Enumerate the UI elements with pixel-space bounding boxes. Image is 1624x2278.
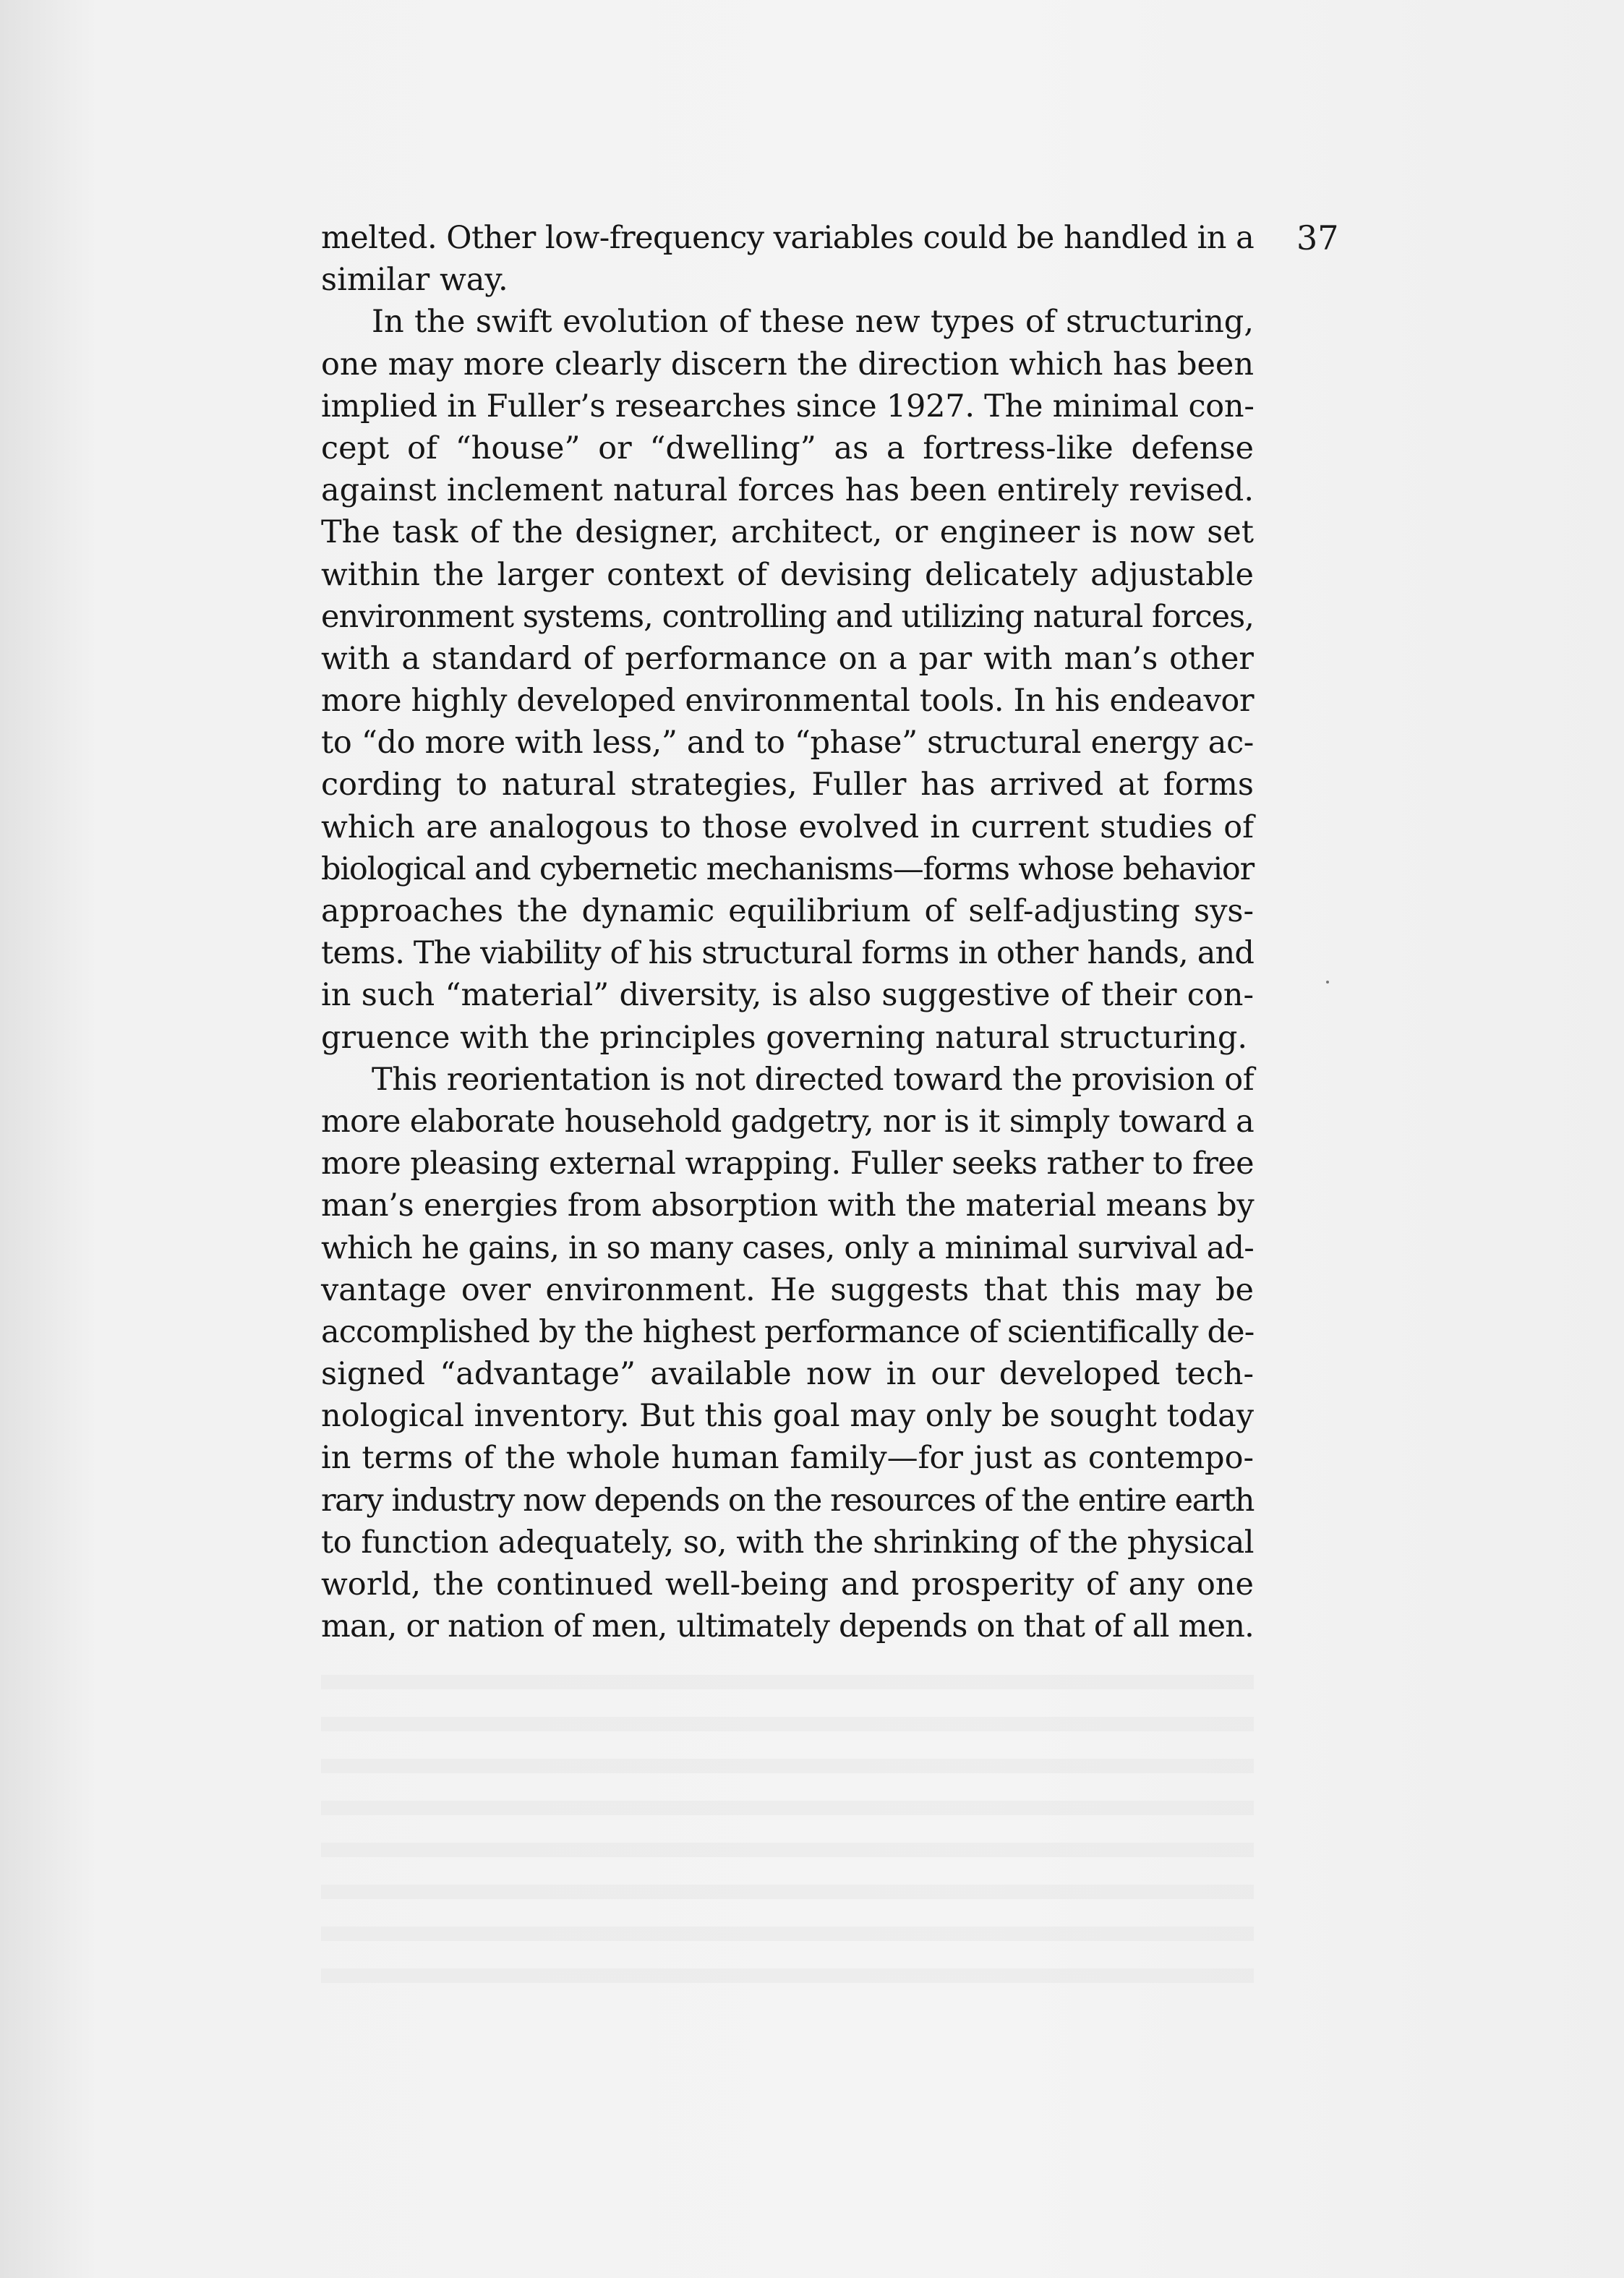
text-line: to function adequately, so, with the shrinking of the physical [321, 1524, 1255, 1561]
text-line: man, or nation of men, ultimately depends on that of all men. [321, 1608, 1254, 1645]
text-line: accomplished by the highest performance of scientifically de- [321, 1313, 1255, 1350]
paragraph [321, 1059, 1254, 1648]
text-line: environment systems, controlling and utilizing natural forces, [321, 598, 1254, 635]
paragraph [321, 217, 1254, 301]
text-line: against inclement natural forces has been entirely revised. [321, 472, 1254, 509]
text-line: vantage over environment. He suggests that this may be [321, 1271, 1254, 1308]
text-line: biological and cybernetic mechanisms—forms whose behavior [321, 850, 1254, 887]
text-line: melted. Other low-frequency variables could be handled in a [321, 220, 1255, 256]
page-number: 37 [1296, 218, 1339, 257]
paper-speck [1326, 981, 1329, 984]
text-line: more elaborate household gadgetry, nor is it simply toward a [321, 1103, 1254, 1140]
text-line: with a standard of performance on a par with man’s other [321, 640, 1254, 677]
text-line: similar way. [321, 262, 508, 299]
text-line: approaches the dynamic equilibrium of self-adjusting sys- [321, 893, 1254, 929]
text-line: tems. The viability of his structural forms in other hands, and [321, 935, 1255, 972]
body-text [321, 217, 1254, 1647]
paragraph [321, 301, 1254, 1058]
text-line: to “do more with less,” and to “phase” structural energy ac- [321, 725, 1254, 762]
text-line: gruence with the principles governing natural structuring. [321, 1019, 1248, 1056]
text-line: cording to natural strategies, Fuller has arrived at forms [321, 767, 1254, 803]
text-line: which are analogous to those evolved in current studies of [321, 809, 1254, 845]
text-line: world, the continued well-being and prosperity of any one [321, 1566, 1254, 1603]
text-line: nological inventory. But this goal may only be sought today [321, 1398, 1255, 1435]
text-line: signed “advantage” available now in our developed tech- [321, 1356, 1254, 1393]
text-line: more pleasing external wrapping. Fuller seeks rather to free [321, 1146, 1254, 1182]
text-line: man’s energies from absorption with the material means by [321, 1187, 1255, 1224]
text-line: This reorientation is not directed toward the provision of [372, 1061, 1255, 1098]
show-through-from-reverse-page [321, 1656, 1254, 1996]
text-line: rary industry now depends on the resources of the entire earth [321, 1482, 1254, 1519]
text-line: one may more clearly discern the direction which has been [321, 346, 1254, 383]
text-line: within the larger context of devising delicately adjustable [321, 556, 1254, 593]
text-line: implied in Fuller’s researches since 1927. The minimal con- [321, 388, 1255, 425]
text-line: in terms of the whole human family—for just as contempo- [321, 1440, 1254, 1477]
text-line: cept of “house” or “dwelling” as a fortress-like defense [321, 430, 1254, 466]
text-line: The task of the designer, architect, or engineer is now set [321, 514, 1254, 551]
text-line: in such “material” diversity, is also suggestive of their con- [321, 977, 1254, 1014]
text-line: In the swift evolution of these new types of structuring, [372, 304, 1254, 341]
text-line: more highly developed environmental tools. In his endeavor [321, 683, 1255, 720]
text-line: which he gains, in so many cases, only a minimal survival ad- [321, 1229, 1254, 1266]
